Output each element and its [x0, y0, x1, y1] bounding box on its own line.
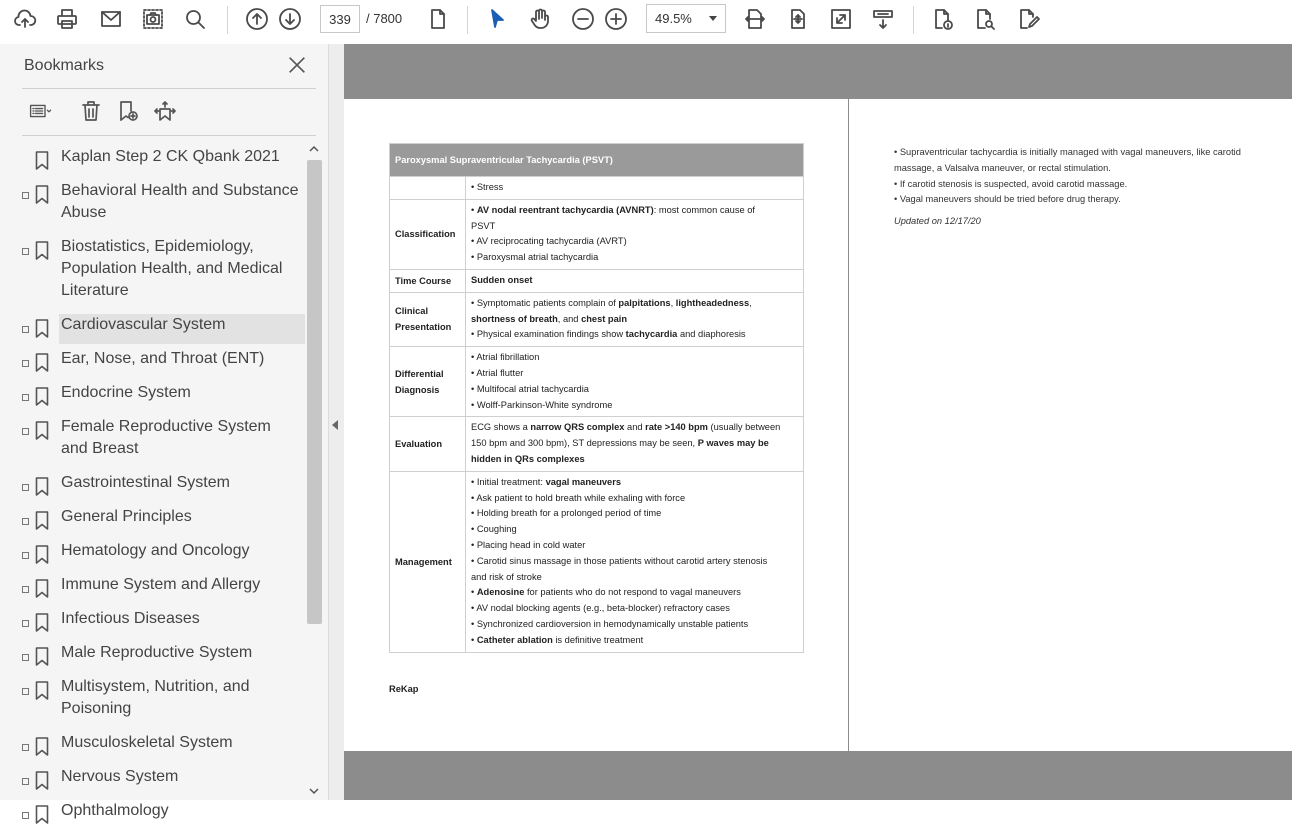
row-content [466, 199, 804, 269]
text-run: • AV nodal blocking agents (e.g., beta-blocker) refractory cases [471, 603, 730, 614]
expand-toggle-icon[interactable] [22, 778, 29, 785]
bookmark-icon [35, 151, 49, 170]
text-run: ECG shows a [471, 422, 531, 433]
page-number-input[interactable]: 339 [320, 5, 360, 33]
content-line [471, 312, 798, 328]
table-row [390, 292, 804, 346]
notes-lines [894, 145, 1284, 208]
text-run: Sudden onset [471, 274, 533, 285]
panel-divider [22, 88, 316, 89]
content-line [471, 180, 798, 196]
content-line [471, 601, 798, 617]
text-run: • [471, 204, 477, 215]
text-run: • AV reciprocating tachycardia (AVRT) [471, 236, 627, 247]
row-header: Evaluation [390, 417, 466, 471]
bookmark-icon [35, 477, 49, 496]
note-line: • If carotid stenosis is suspected, avoid carotid massage. [894, 178, 1128, 189]
row-header: Clinical Presentation [390, 292, 466, 346]
cloud-upload-icon[interactable] [10, 4, 40, 34]
previous-page-icon[interactable] [242, 4, 272, 34]
text-run: • [471, 634, 477, 645]
text-run: • Atrial flutter [471, 367, 524, 378]
bookmark-item[interactable] [0, 476, 305, 498]
text-run: and diaphoresis [677, 329, 746, 340]
expand-toggle-icon[interactable] [22, 484, 29, 491]
toolbar-divider [227, 6, 228, 34]
bookmark-icon [35, 613, 49, 632]
delete-bookmark-icon[interactable] [74, 96, 108, 126]
bookmark-icon [35, 771, 49, 790]
text-run: • Placing head in cold water [471, 539, 586, 550]
row-header [390, 177, 466, 200]
page-icon[interactable] [423, 4, 453, 34]
row-header: Classification [390, 199, 466, 269]
content-line [471, 219, 798, 235]
content-line [471, 203, 798, 219]
zoom-in-icon[interactable] [601, 4, 631, 34]
scrollbar-thumb[interactable] [307, 160, 322, 624]
snapshot-icon[interactable] [138, 4, 168, 34]
content-line [471, 273, 798, 289]
content-line [471, 452, 798, 468]
text-run: P waves may be [697, 438, 769, 449]
bookmark-icon [35, 353, 49, 372]
zoom-select[interactable] [646, 4, 726, 33]
text-run: • Symptomatic patients complain of [471, 297, 619, 308]
text-run: • Synchronized cardioversion in hemodynamically unstable patients [471, 618, 749, 629]
expand-toggle-icon[interactable] [22, 586, 29, 593]
bookmark-label: Musculoskeletal System [61, 734, 233, 751]
bookmark-label: Immune System and Allergy [61, 576, 261, 593]
expand-toggle-icon[interactable] [22, 248, 29, 255]
zoom-value: 49.5% [655, 11, 692, 26]
expand-toggle-icon[interactable] [22, 518, 29, 525]
text-run: narrow QRS complex [530, 422, 625, 433]
select-cursor-icon[interactable] [482, 4, 512, 34]
content-line [471, 420, 798, 436]
expand-toggle-icon[interactable] [22, 654, 29, 661]
bookmark-item[interactable] [0, 804, 305, 826]
updated-date: Updated on 12/17/20 [894, 216, 981, 227]
expand-toggle-icon[interactable] [22, 744, 29, 751]
expand-toggle-icon[interactable] [22, 360, 29, 367]
bookmark-icon [35, 421, 49, 440]
expand-toggle-icon[interactable] [22, 688, 29, 695]
text-run: palpitations [618, 297, 671, 308]
find-page-icon[interactable] [970, 4, 1000, 34]
search-icon[interactable] [180, 4, 210, 34]
bookmark-item[interactable] [0, 386, 305, 408]
content-line [471, 350, 798, 366]
content-line [471, 554, 798, 570]
fit-page-icon[interactable] [783, 4, 813, 34]
row-content [466, 292, 804, 346]
expand-toggle-icon[interactable] [22, 812, 29, 819]
bookmark-icon [35, 545, 49, 564]
text-run: • Carotid sinus massage in those patients without carotid artery stenosis [471, 555, 768, 566]
chevron-down-icon[interactable] [309, 786, 319, 796]
expand-toggle-icon[interactable] [22, 192, 29, 199]
bookmark-item[interactable] [0, 150, 305, 172]
text-run: , [670, 297, 676, 308]
bookmark-label: Gastrointestinal System [61, 474, 230, 491]
next-page-icon[interactable] [275, 4, 305, 34]
bookmark-icon [35, 511, 49, 530]
bookmark-label: Biostatistics, Epidemiology, Population Health, and Medical Literature [61, 238, 283, 299]
table-row [390, 177, 804, 200]
bookmark-item[interactable] [0, 578, 305, 600]
content-line [471, 475, 798, 491]
table-row [390, 269, 804, 292]
bookmark-item[interactable] [0, 184, 305, 228]
bookmark-label: Male Reproductive System [61, 644, 253, 661]
bookmark-label: Kaplan Step 2 CK Qbank 2021 [61, 148, 280, 165]
expand-toggle-icon[interactable] [22, 428, 29, 435]
document-page-left [344, 99, 848, 751]
bookmark-icon [35, 737, 49, 756]
page-total: / 7800 [366, 11, 403, 26]
zoom-out-icon[interactable] [568, 4, 598, 34]
fit-width-icon[interactable] [740, 4, 770, 34]
card-table [389, 143, 804, 653]
expand-toggle-icon[interactable] [22, 552, 29, 559]
content-line [471, 296, 798, 312]
text-run: rate >140 bpm [645, 422, 708, 433]
toolbar-divider [467, 6, 468, 34]
text-run: , and [557, 313, 582, 324]
text-run: 150 bpm and 300 bpm), ST depressions may be seen, [471, 438, 698, 449]
panel-divider [22, 135, 316, 136]
text-run: vagal maneuvers [545, 476, 622, 487]
collapse-arrow-icon[interactable] [332, 420, 338, 430]
bookmark-label: Cardiovascular System [61, 316, 226, 333]
add-bookmark-icon[interactable] [111, 96, 145, 126]
bookmark-icon [35, 387, 49, 406]
table-body [390, 177, 804, 653]
row-content [466, 347, 804, 417]
table-row [390, 347, 804, 417]
bookmarks-panel [0, 44, 329, 819]
text-run: and risk of stroke [471, 571, 542, 582]
bookmark-options-icon[interactable] [24, 96, 58, 126]
content-line [471, 617, 798, 633]
bookmark-list [0, 144, 305, 819]
expand-toggle-icon[interactable] [22, 394, 29, 401]
text-run: chest pain [581, 313, 628, 324]
text-run: • Holding breath for a prolonged period of time [471, 508, 662, 519]
bookmark-item[interactable] [0, 736, 305, 758]
email-icon[interactable] [96, 4, 126, 34]
bookmark-label: Nervous System [61, 768, 179, 785]
row-content [466, 177, 804, 200]
row-header: Management [390, 471, 466, 652]
row-content [466, 269, 804, 292]
text-run: shortness of breath [471, 313, 558, 324]
text-run: • Multifocal atrial tachycardia [471, 383, 589, 394]
chevron-down-icon [709, 16, 717, 21]
note-line: • Supraventricular tachycardia is initially managed with vagal maneuvers, like carotid [894, 147, 1241, 157]
text-run: (usually between [707, 422, 781, 433]
bookmark-label: Hematology and Oncology [61, 542, 250, 559]
text-run: hidden in QRs complexes [471, 453, 585, 464]
text-run: • Coughing [471, 524, 517, 535]
text-run: AV nodal reentrant tachycardia (AVNRT) [476, 204, 654, 215]
bookmark-label: Female Reproductive System and Breast [61, 418, 271, 457]
text-run: Adenosine [476, 587, 525, 598]
text-run: : most common cause of [653, 204, 755, 215]
bookmark-item[interactable] [0, 680, 305, 724]
bookmark-icon [35, 805, 49, 824]
bookmark-label: Endocrine System [61, 384, 191, 401]
content-line [471, 327, 798, 343]
bookmark-icon [35, 681, 49, 700]
bookmark-icon [35, 647, 49, 666]
text-run: is definitive treatment [552, 634, 644, 645]
bookmark-icon [35, 241, 49, 260]
bookmark-item[interactable] [0, 420, 305, 464]
text-run: Catheter ablation [476, 634, 553, 645]
text-run: • Atrial fibrillation [471, 352, 540, 363]
text-run: lightheadedness [675, 297, 750, 308]
bookmark-icon [35, 185, 49, 204]
content-line [471, 538, 798, 554]
bookmark-item[interactable] [0, 544, 305, 566]
bookmark-label: General Principles [61, 508, 192, 525]
chevron-up-icon[interactable] [309, 144, 319, 154]
bookmark-item[interactable] [0, 646, 305, 668]
row-content [466, 471, 804, 652]
content-line [471, 522, 798, 538]
expand-toggle-icon[interactable] [22, 620, 29, 627]
content-line [471, 250, 798, 266]
close-icon[interactable] [286, 54, 310, 78]
text-run: • Wolff-Parkinson-White syndrome [471, 399, 613, 410]
fullscreen-icon[interactable] [826, 4, 856, 34]
text-run: • Stress [471, 182, 504, 192]
bookmark-label: Ear, Nose, and Throat (ENT) [61, 350, 265, 367]
content-line [471, 366, 798, 382]
toolbar-divider [913, 6, 914, 34]
print-icon[interactable] [52, 4, 82, 34]
bookmark-label: Behavioral Health and Substance Abuse [61, 182, 299, 221]
bookmark-label: Multisystem, Nutrition, and Poisoning [61, 678, 250, 717]
content-line [471, 570, 798, 586]
text-run: • Initial treatment: [471, 476, 546, 487]
bookmark-item[interactable] [0, 770, 305, 792]
content-line [471, 382, 798, 398]
toolbar [0, 0, 1292, 40]
note-line: massage, a Valsalva maneuver, or rectal stimulation. [894, 162, 1111, 173]
bookmark-label: Ophthalmology [61, 802, 169, 819]
content-line [471, 436, 798, 452]
bookmark-label: Infectious Diseases [61, 610, 200, 627]
row-header: Time Course [390, 269, 466, 292]
content-line [471, 585, 798, 601]
expand-bookmark-icon[interactable] [148, 96, 182, 126]
bookmark-item[interactable] [0, 352, 305, 374]
content-line [471, 234, 798, 250]
text-run: • Physical examination findings show [471, 329, 626, 340]
table-row [390, 199, 804, 269]
note-line: • Vagal maneuvers should be tried before drug therapy. [894, 194, 1121, 205]
table-row [390, 471, 804, 652]
content-line [471, 491, 798, 507]
bookmark-item[interactable] [0, 612, 305, 634]
bookmark-item[interactable] [0, 510, 305, 532]
table-row [390, 417, 804, 471]
hand-tool-icon[interactable] [525, 4, 555, 34]
page-info-icon[interactable] [928, 4, 958, 34]
text-run: and [624, 422, 646, 433]
panel-title: Bookmarks [24, 57, 105, 74]
content-line [471, 633, 798, 649]
text-run: for patients who do not respond to vagal maneuvers [524, 587, 741, 598]
content-line [471, 506, 798, 522]
document-page-right [849, 99, 1292, 751]
text-run: • Paroxysmal atrial tachycardia [471, 252, 599, 263]
bookmark-item[interactable] [0, 240, 305, 306]
text-run: , [749, 297, 752, 308]
table-title: Paroxysmal Supraventricular Tachycardia (PSVT) [390, 144, 804, 177]
content-line [471, 398, 798, 414]
bookmark-icon [35, 319, 49, 338]
row-header: Differential Diagnosis [390, 347, 466, 417]
text-run: PSVT [471, 220, 496, 231]
edit-icon[interactable] [1013, 4, 1043, 34]
bookmark-item[interactable] [0, 318, 305, 340]
bookmark-icon [35, 579, 49, 598]
expand-toggle-icon[interactable] [22, 326, 29, 333]
text-run: tachycardia [625, 329, 678, 340]
read-mode-icon[interactable] [868, 4, 898, 34]
row-content [466, 417, 804, 471]
notes-block [894, 145, 1284, 230]
rekap-label: ReKap [389, 684, 419, 694]
text-run: • Ask patient to hold breath while exhaling with force [471, 492, 686, 503]
text-run: • [471, 587, 477, 598]
